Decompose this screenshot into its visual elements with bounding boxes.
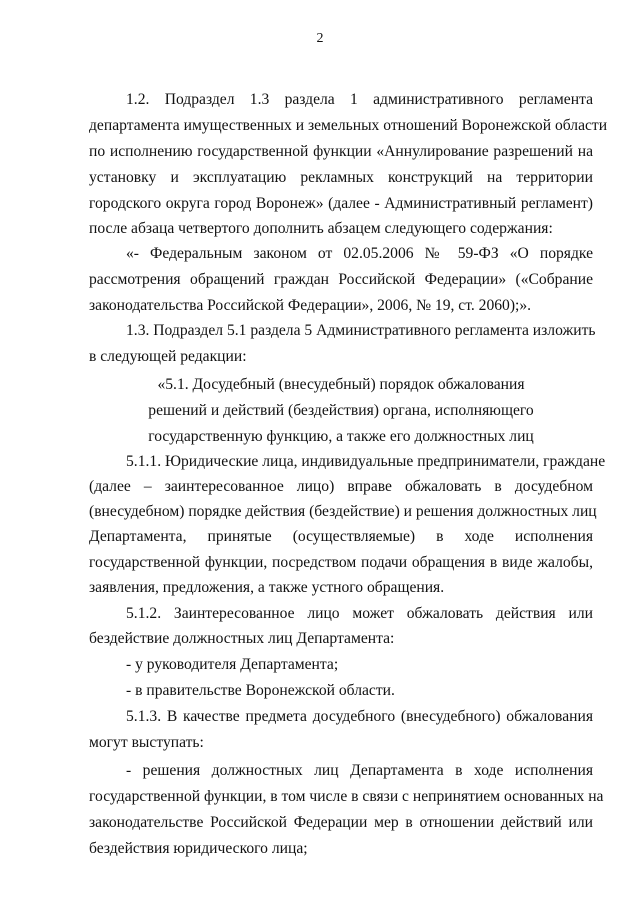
- text-line: государственной функции, посредством подачи обращения в виде жалобы,: [89, 554, 593, 571]
- text-line: установку и эксплуатацию рекламных конструкций на территории: [89, 169, 593, 186]
- section-heading-line: государственную функцию, а также его должностных лиц: [148, 428, 534, 445]
- text-line: (далее – заинтересованное лицо) вправе обжаловать в досудебном: [89, 478, 593, 495]
- text-line: по исполнению государственной функции «Аннулирование разрешений на: [89, 143, 593, 160]
- text-line: в следующей редакции:: [89, 348, 247, 365]
- text-line: рассмотрения обращений граждан Российской Федерации» («Собрание: [89, 271, 593, 288]
- text-line: законодательстве Российской Федерации мер в отношении действий или: [89, 814, 593, 831]
- text-line: «- Федеральным законом от 02.05.2006 № 59-ФЗ «О порядке: [126, 245, 593, 262]
- text-line: 5.1.1. Юридические лица, индивидуальные предприниматели, граждане: [126, 453, 606, 470]
- section-heading-line: «5.1. Досудебный (внесудебный) порядок обжалования: [157, 376, 525, 393]
- text-line: бездействие должностных лиц Департамента:: [89, 630, 395, 647]
- text-line: государственной функции, в том числе в связи с непринятием основанных на: [89, 788, 604, 805]
- text-line: - решения должностных лиц Департамента в ходе исполнения: [126, 762, 593, 779]
- text-line: бездействия юридического лица;: [89, 840, 308, 857]
- text-line: городского округа город Воронеж» (далее - Административный регламент): [89, 195, 593, 212]
- section-heading-line: решений и действий (бездействия) органа, исполняющего: [148, 402, 534, 419]
- page-number: 2: [316, 31, 324, 46]
- text-line: (внесудебном) порядке действия (бездействие) и решения должностных лиц: [89, 503, 597, 520]
- list-item: - у руководителя Департамента;: [126, 656, 339, 673]
- text-line: 5.1.3. В качестве предмета досудебного (внесудебного) обжалования: [126, 708, 593, 725]
- text-line: 1.2. Подраздел 1.3 раздела 1 административного регламента: [126, 91, 593, 108]
- text-line: департамента имущественных и земельных отношений Воронежской области: [89, 117, 608, 134]
- text-line: 5.1.2. Заинтересованное лицо может обжаловать действия или: [126, 605, 593, 622]
- text-line: законодательства Российской Федерации», 2006, № 19, ст. 2060);».: [89, 297, 532, 314]
- text-line: Департамента, принятые (осуществляемые) в ходе исполнения: [89, 528, 593, 545]
- list-item: - в правительстве Воронежской области.: [126, 682, 395, 699]
- text-line: после абзаца четвертого дополнить абзацем следующего содержания:: [89, 220, 553, 237]
- text-line: 1.3. Подраздел 5.1 раздела 5 Административного регламента изложить: [126, 322, 596, 339]
- text-line: могут выступать:: [89, 734, 204, 751]
- text-line: заявления, предложения, а также устного обращения.: [89, 579, 445, 596]
